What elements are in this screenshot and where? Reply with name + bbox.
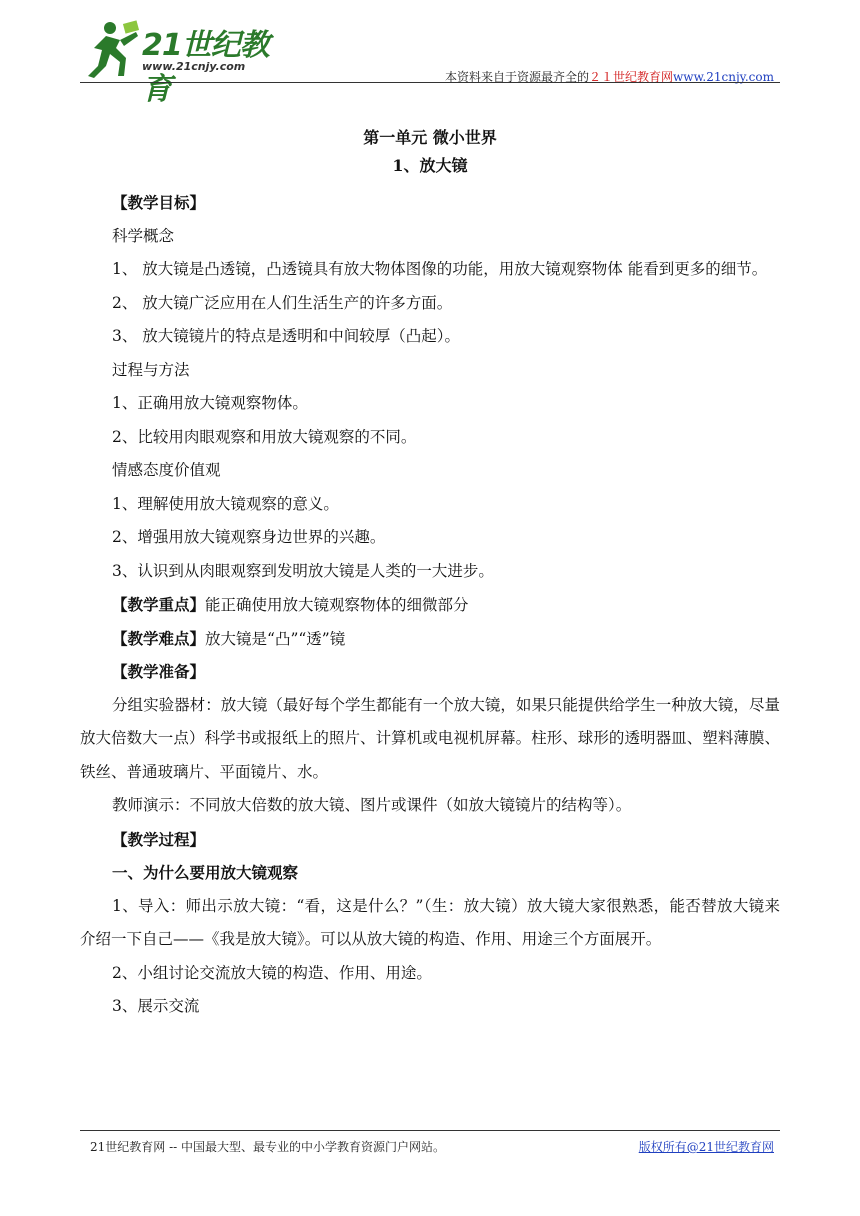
page-header xyxy=(80,18,780,107)
unit-title: 第一单元 微小世界 xyxy=(363,128,497,147)
lesson-title: 1、放大镜 xyxy=(392,156,468,175)
key-point-label: 【教学重点】 xyxy=(112,595,206,614)
header-note-link[interactable]: www.21cnjy.com xyxy=(673,70,774,84)
site-logo[interactable] xyxy=(80,18,290,107)
concept-item-1: 1、 放大镜是凸透镜，凸透镜具有放大物体图像的功能，用放大镜观察物体 能看到更多的细节。 xyxy=(112,260,768,278)
logo-text: 21世纪教育 xyxy=(142,28,269,107)
process-item-2: 2、比较用肉眼观察和用放大镜观察的不同。 xyxy=(112,427,417,446)
difficulty-text: 放大镜是“凸”“透”镜 xyxy=(205,629,346,648)
logo-url: www.21cnjy.com xyxy=(142,60,246,73)
concept-item-2: 2、 放大镜广泛应用在人们生活生产的许多方面。 xyxy=(112,293,453,312)
attitude-item-3: 3、认识到从肉眼观察到发明放大镜是人类的一大进步。 xyxy=(112,561,494,580)
header-note-prefix: 本资料来自于资源最齐全的 xyxy=(445,70,590,84)
runner-logo-icon xyxy=(80,18,140,80)
attitude-heading: 情感态度价值观 xyxy=(112,461,221,479)
attitude-item-2: 2、增强用放大镜观察身边世界的兴趣。 xyxy=(112,528,386,546)
key-point-text: 能正确使用放大镜观察物体的细微部分 xyxy=(205,596,469,614)
document-body xyxy=(80,124,780,1024)
step-1: 1、导入：师出示放大镜：“看，这是什么？”（生：放大镜）放大镜大家很熟悉，能否替放大镜来介绍一下自己——《我是放大镜》。可以从放大镜的构造、作用、用途三个方面展开。 xyxy=(80,896,780,948)
difficulty-label: 【教学难点】 xyxy=(112,628,206,648)
header-divider xyxy=(80,82,780,83)
goal-heading: 【教学目标】 xyxy=(112,193,206,212)
footer-slogan: 21世纪教育网 -- 中国最大型、最专业的中小学教育资源门户网站。 xyxy=(90,1140,446,1154)
teacher-demo: 教师演示：不同放大倍数的放大镜、图片或课件（如放大镜镜片的结构等）。 xyxy=(112,796,632,814)
section-1-title: 一、为什么要用放大镜观察 xyxy=(112,863,299,882)
header-note-site: ２１世纪教育网 xyxy=(589,70,674,84)
prep-materials: 分组实验器材：放大镜（最好每个学生都能有一个放大镜，如果只能提供给学生一种放大镜，尽量放大倍数大一点）科学书或报纸上的照片、计算机或电视机屏幕。柱形、球形的透明器皿、塑料薄膜、铁丝、普通玻璃片、平面镜片、水。 xyxy=(80,695,780,781)
footer-copyright-link[interactable]: 版权所有@21世纪教育网 xyxy=(638,1140,774,1154)
step-3: 3、展示交流 xyxy=(112,997,200,1015)
sci-concept-heading: 科学概念 xyxy=(112,226,175,245)
attitude-item-1: 1、理解使用放大镜观察的意义。 xyxy=(112,494,339,513)
prep-heading: 【教学准备】 xyxy=(112,662,206,681)
difficulty-point xyxy=(80,622,780,656)
footer-divider xyxy=(80,1130,780,1131)
step-2: 2、小组讨论交流放大镜的构造、作用、用途。 xyxy=(112,963,432,982)
process-method-heading: 过程与方法 xyxy=(112,360,190,379)
process-heading: 【教学过程】 xyxy=(112,829,206,849)
concept-item-3: 3、 放大镜镜片的特点是透明和中间较厚（凸起）。 xyxy=(112,327,461,345)
process-item-1: 1、正确用放大镜观察物体。 xyxy=(112,394,308,412)
key-point xyxy=(80,588,780,622)
